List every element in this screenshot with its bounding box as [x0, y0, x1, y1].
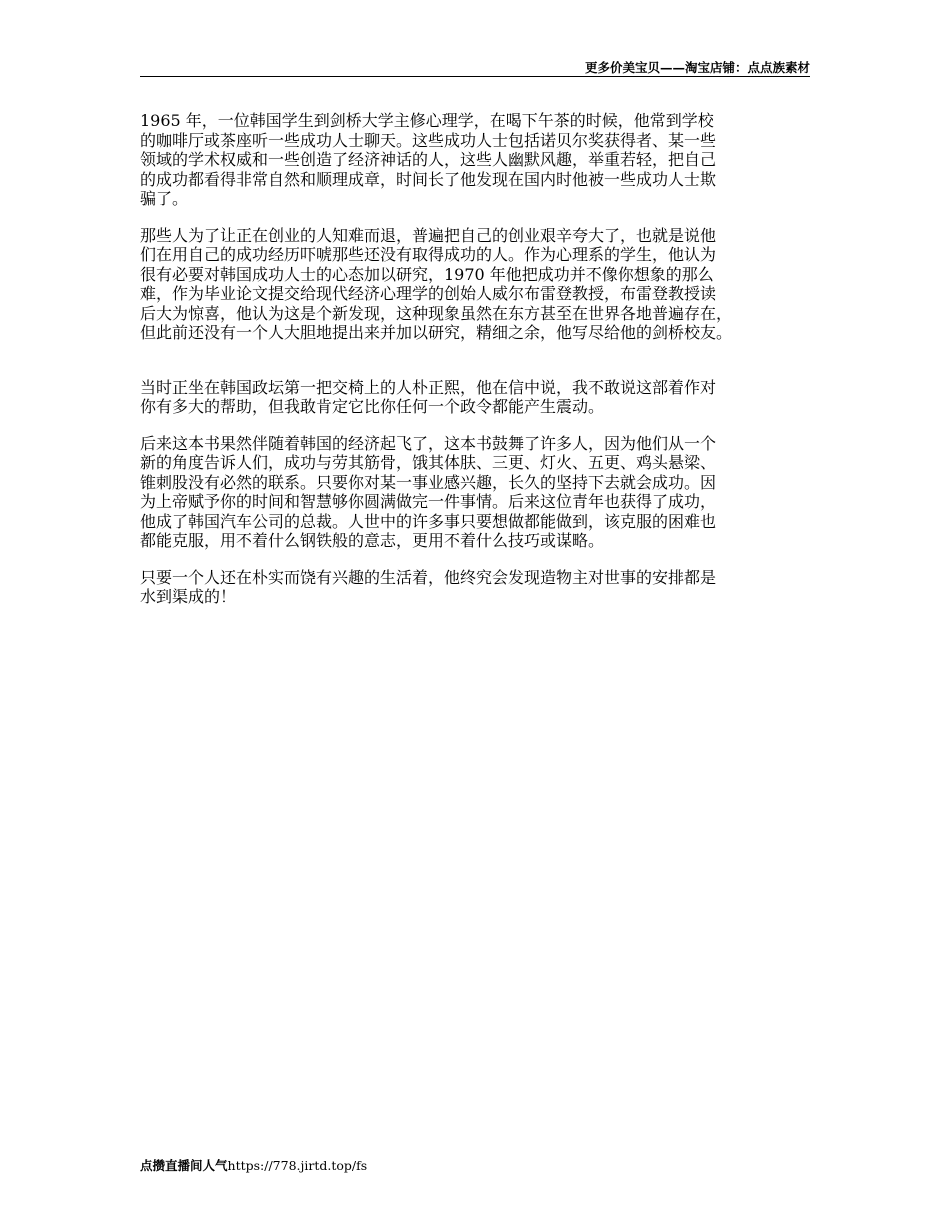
paragraph-5	[140, 568, 825, 607]
text-line: 们在用自己的成功经历吓唬那些还没有取得成功的人。作为心理系的学生，他认为	[140, 245, 717, 264]
paragraph-spacer	[140, 551, 825, 568]
footer-label: 点攒直播间人气	[140, 1158, 228, 1173]
text-line: 只要一个人还在朴实而饶有兴趣的生活着，他终究会发现造物主对世事的安排都是	[140, 567, 717, 587]
text-line: 骗了。	[140, 189, 189, 208]
page-footer	[140, 1156, 367, 1174]
text-line: 难，作为毕业论文提交给现代经济心理学的创始人威尔布雷登教授，布雷登教授读	[140, 284, 717, 303]
paragraph-spacer	[140, 417, 825, 434]
header-shop-text: 更多价美宝贝——淘宝店铺：点点族素材	[584, 60, 810, 75]
paragraph-1	[140, 111, 825, 209]
page-header	[140, 56, 810, 77]
paragraph-2	[140, 226, 825, 343]
text-line: 的成功都看得非常自然和顺理成章，时间长了他发现在国内时他被一些成功人士欺	[140, 169, 717, 189]
paragraph-3	[140, 378, 825, 417]
text-line: 但此前还没有一个人大胆地提出来并加以研究，精细之余，他写尽给他的剑桥校友。	[140, 323, 733, 342]
text-line: 水到渠成的！	[140, 587, 237, 606]
text-line: 后大为惊喜，他认为这是个新发现，这种现象虽然在东方甚至在世界各地普遍存在，	[140, 303, 733, 323]
text-line: 1965 年，一位韩国学生到剑桥大学主修心理学，在喝下午茶的时候，他常到学校	[140, 111, 714, 130]
text-line: 都能克服，用不着什么钢铁般的意志，更用不着什么技巧或谋略。	[140, 531, 605, 550]
text-line: 新的角度告诉人们，成功与劳其筋骨，饿其体肤、三更、灯火、五更、鸡头悬梁、	[140, 453, 717, 472]
text-line: 那些人为了让正在创业的人知难而退，普遍把自己的创业艰辛夸大了，也就是说他	[140, 225, 717, 245]
text-line: 锥刺股没有必然的联系。只要你对某一事业感兴趣，长久的坚持下去就会成功。因	[140, 472, 717, 492]
text-line: 很有必要对韩国成功人士的心态加以研究，1970 年他把成功并不像你想象的那么	[140, 264, 714, 284]
footer-link[interactable]: https://778.jirtd.top/fs	[227, 1158, 368, 1173]
text-line: 当时正坐在韩国政坛第一把交椅上的人朴正熙，他在信中说，我不敢说这部着作对	[140, 377, 717, 397]
text-line: 后来这本书果然伴随着韩国的经济起飞了，这本书鼓舞了许多人，因为他们从一个	[140, 433, 717, 453]
text-line: 你有多大的帮助，但我敢肯定它比你任何一个政令都能产生震动。	[140, 397, 605, 416]
paragraph-spacer	[140, 209, 825, 226]
paragraph-spacer	[140, 343, 825, 378]
text-line: 的咖啡厅或茶座听一些成功人士聊天。这些成功人士包括诺贝尔奖获得者、某一些	[140, 130, 717, 150]
text-line: 他成了韩国汽车公司的总裁。人世中的许多事只要想做都能做到，该克服的困难也	[140, 511, 717, 531]
text-line: 领域的学术权威和一些创造了经济神话的人，这些人幽默风趣，举重若轻，把自己	[140, 150, 717, 169]
paragraph-4	[140, 434, 825, 551]
text-line: 为上帝赋予你的时间和智慧够你圆满做完一件事情。后来这位青年也获得了成功，	[140, 492, 717, 511]
document-body	[140, 111, 825, 607]
